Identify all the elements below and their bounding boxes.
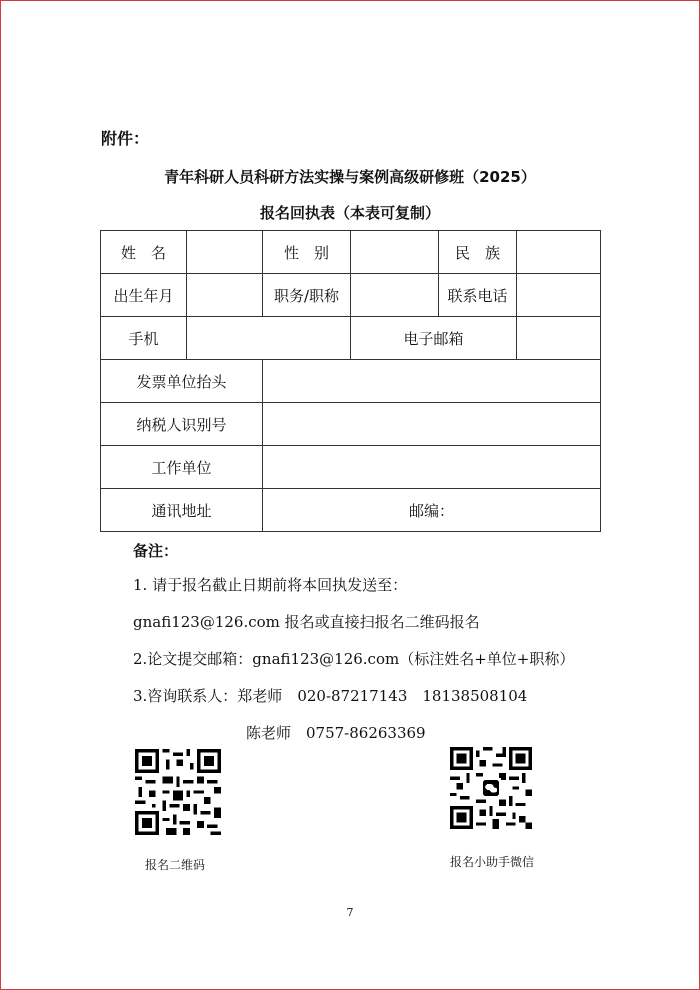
position-title-label: 职务/职称 xyxy=(263,274,351,317)
ethnicity-label: 民 族 xyxy=(439,231,517,274)
invoice-title-field[interactable] xyxy=(263,360,601,403)
address-label: 通讯地址 xyxy=(101,489,263,532)
table-row xyxy=(101,360,601,403)
form-subtitle: 报名回执表（本表可复制） xyxy=(259,204,440,222)
table-row xyxy=(101,317,601,360)
mobile-label: 手机 xyxy=(101,317,187,360)
email-field[interactable] xyxy=(517,317,601,360)
phone-field[interactable] xyxy=(517,274,601,317)
assistant-qr-caption: 报名小助手微信 xyxy=(450,855,535,869)
invoice-title-label: 发票单位抬头 xyxy=(101,360,263,403)
registration-qr-code[interactable] xyxy=(135,749,221,835)
notes-title: 备注： xyxy=(133,542,179,560)
birth-date-field[interactable] xyxy=(187,274,263,317)
gender-label: 性 别 xyxy=(263,231,351,274)
ethnicity-field[interactable] xyxy=(517,231,601,274)
work-unit-field[interactable] xyxy=(263,446,601,489)
document-title: 青年科研人员科研方法实操与案例高级研修班（2025） xyxy=(164,168,536,186)
table-row xyxy=(101,403,601,446)
name-label: 姓 名 xyxy=(101,231,187,274)
taxpayer-id-label: 纳税人识别号 xyxy=(101,403,263,446)
note-line-3: 2.论文提交邮箱：gnafi123@126.com（标注姓名+单位+职称） xyxy=(133,650,575,668)
mobile-field[interactable] xyxy=(187,317,351,360)
table-row xyxy=(101,231,601,274)
work-unit-label: 工作单位 xyxy=(101,446,263,489)
table-row xyxy=(101,274,601,317)
address-field[interactable] xyxy=(263,489,601,532)
position-title-field[interactable] xyxy=(351,274,439,317)
note-line-1: 1. 请于报名截止日期前将本回执发送至： xyxy=(133,576,408,594)
note-line-5: 陈老师 0757-86263369 xyxy=(246,724,426,742)
page-number: 7 xyxy=(346,906,354,919)
name-field[interactable] xyxy=(187,231,263,274)
registration-form-table xyxy=(100,230,601,532)
note-line-4: 3.咨询联系人：郑老师 020-87217143 18138508104 xyxy=(133,687,528,705)
birth-date-label: 出生年月 xyxy=(101,274,187,317)
table-row xyxy=(101,446,601,489)
postcode-label: 邮编： xyxy=(408,501,454,520)
registration-qr-caption: 报名二维码 xyxy=(145,858,206,872)
phone-label: 联系电话 xyxy=(439,274,517,317)
gender-field[interactable] xyxy=(351,231,439,274)
assistant-wechat-qr-code[interactable] xyxy=(450,747,532,829)
note-line-2: gnafi123@126.com 报名或直接扫报名二维码报名 xyxy=(133,613,480,631)
taxpayer-id-field[interactable] xyxy=(263,403,601,446)
attachment-label: 附件： xyxy=(101,129,150,148)
table-row xyxy=(101,489,601,532)
email-label: 电子邮箱 xyxy=(351,317,517,360)
